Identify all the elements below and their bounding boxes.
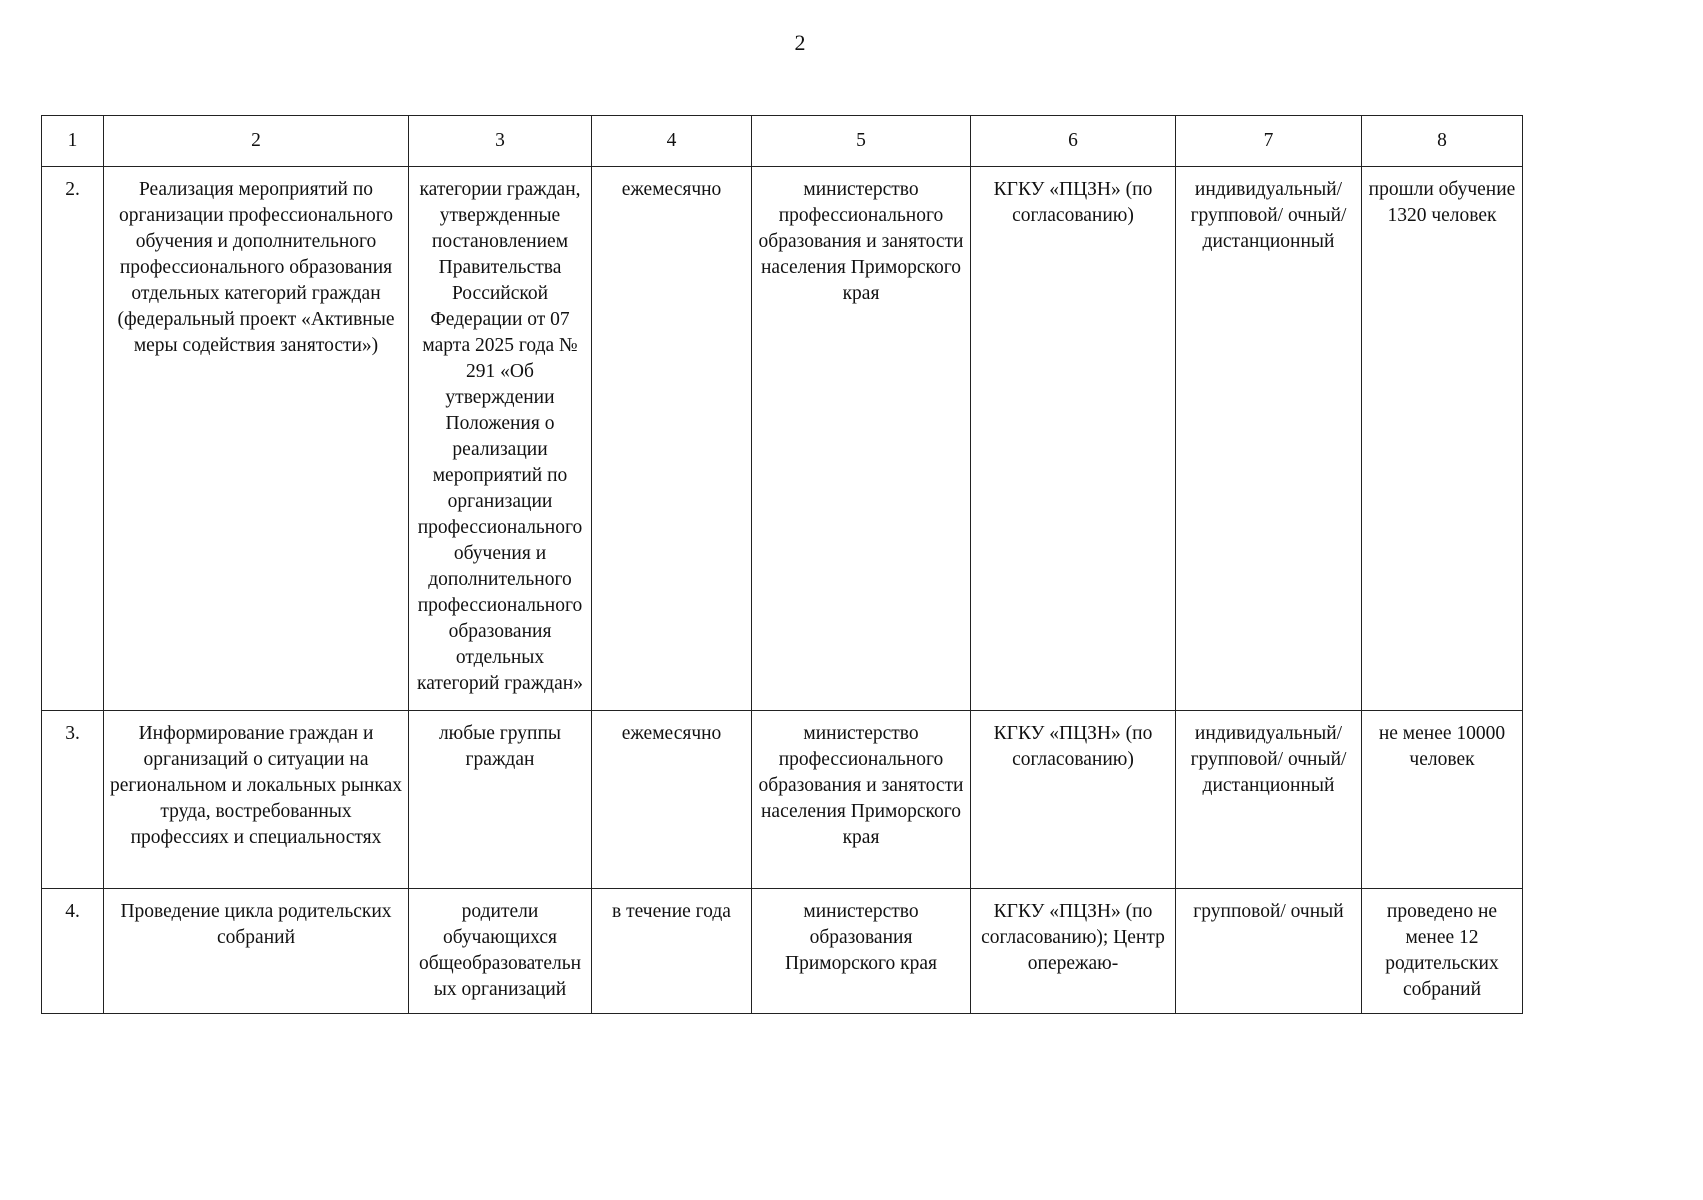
row-number: 4.: [42, 889, 104, 1014]
responsible-cell: министерство профессионального образования и занятости населения Приморского края: [752, 711, 971, 889]
row-number: 3.: [42, 711, 104, 889]
result-cell: прошли обучение 1320 человек: [1362, 167, 1523, 711]
responsible-cell: министерство образования Приморского края: [752, 889, 971, 1014]
result-cell: проведено не менее 12 родительских собраний: [1362, 889, 1523, 1014]
event-cell: Проведение цикла родительских собраний: [104, 889, 409, 1014]
column-header: 3: [409, 116, 592, 167]
target-group-cell: родители обучающихся общеобразовательных организаций: [409, 889, 592, 1014]
target-group-cell: категории граждан, утвержденные постановлением Правительства Российской Федерации от 07 марта 2025 года № 291 «Об утверждении Положения о реализации мероприятий по организации профессионального обучения и дополнительного профессионального образования отдельных категорий граждан»: [409, 167, 592, 711]
target-group-cell: любые группы граждан: [409, 711, 592, 889]
column-header: 4: [592, 116, 752, 167]
co-executor-cell: КГКУ «ПЦЗН» (по согласованию): [971, 711, 1176, 889]
column-header: 8: [1362, 116, 1523, 167]
table-row: [42, 889, 1523, 1014]
event-cell: Информирование граждан и организаций о ситуации на региональном и локальных рынках труда, востребованных профессиях и специальностях: [104, 711, 409, 889]
co-executor-cell: КГКУ «ПЦЗН» (по согласованию): [971, 167, 1176, 711]
format-cell: групповой/ очный: [1176, 889, 1362, 1014]
column-header: 5: [752, 116, 971, 167]
column-header: 1: [42, 116, 104, 167]
table-row: [42, 167, 1523, 711]
result-cell: не менее 10000 человек: [1362, 711, 1523, 889]
column-header: 6: [971, 116, 1176, 167]
table-row: [42, 711, 1523, 889]
responsible-cell: министерство профессионального образования и занятости населения Приморского края: [752, 167, 971, 711]
format-cell: индивидуальный/ групповой/ очный/ дистанционный: [1176, 711, 1362, 889]
period-cell: в течение года: [592, 889, 752, 1014]
format-cell: индивидуальный/ групповой/ очный/ дистанционный: [1176, 167, 1362, 711]
co-executor-cell: КГКУ «ПЦЗН» (по согласованию); Центр опережаю-: [971, 889, 1176, 1014]
row-number: 2.: [42, 167, 104, 711]
event-cell: Реализация мероприятий по организации профессионального обучения и дополнительного профессионального образования отдельных категорий граждан (федеральный проект «Активные меры содействия занятости»): [104, 167, 409, 711]
plan-table: [41, 115, 1523, 1014]
column-header: 7: [1176, 116, 1362, 167]
column-header: 2: [104, 116, 409, 167]
period-cell: ежемесячно: [592, 711, 752, 889]
page-number: 2: [794, 30, 806, 55]
column-number-row: [42, 116, 1523, 167]
period-cell: ежемесячно: [592, 167, 752, 711]
